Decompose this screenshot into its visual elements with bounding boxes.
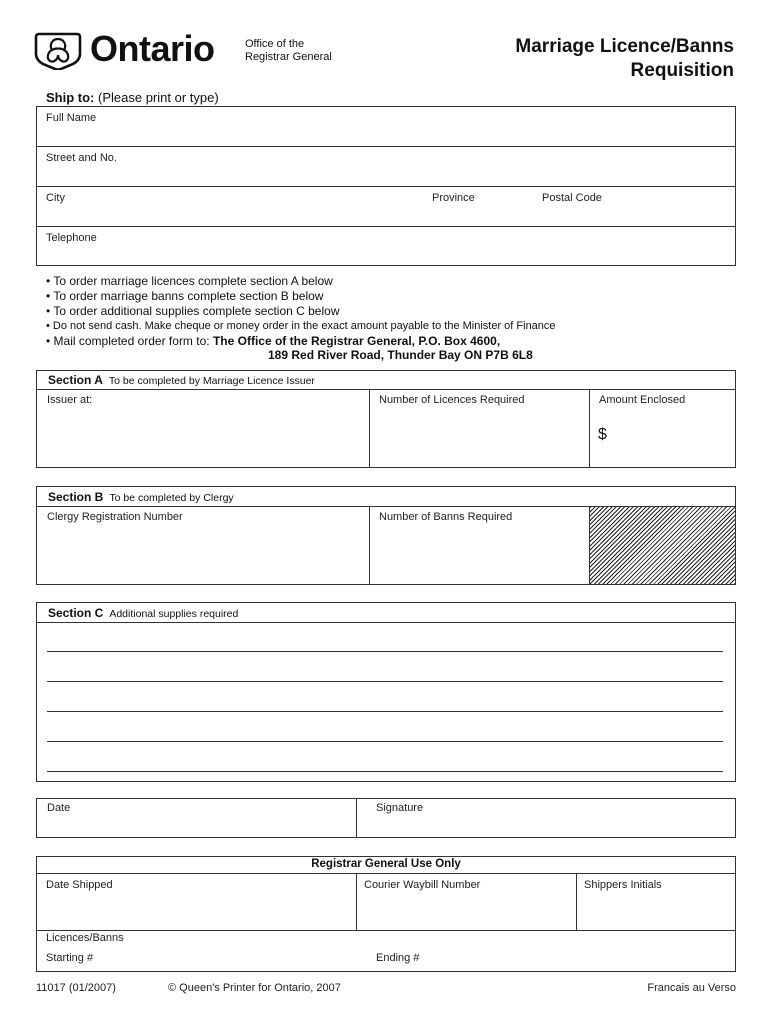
telephone-label: Telephone [46,232,97,244]
postal-code-field[interactable] [540,207,724,223]
courier-waybill-field[interactable] [362,900,574,918]
ontario-trillium-logo-icon [33,30,83,70]
signature-label: Signature [376,802,424,814]
street-field[interactable] [44,167,728,183]
issuer-field[interactable] [44,410,366,462]
licences-banns-label: Licences/Banns [46,932,124,944]
copyright: © Queen's Printer for Ontario, 2007 [168,982,341,994]
supplies-line[interactable] [47,681,723,682]
mail-address-line-1: The Office of the Registrar General, P.O. Box 4600, [212,334,501,348]
starting-number-label: Starting # [46,952,94,964]
supplies-line[interactable] [47,771,723,772]
dollar-sign: $ [598,426,607,443]
shaded-area [590,507,735,584]
signature-field[interactable] [374,816,733,834]
shippers-initials-label: Shippers Initials [584,879,662,891]
date-shipped-field[interactable] [44,900,353,918]
instruction-item: • Do not send cash. Make cheque or money order in the exact amount payable to the Minister of Finance [46,320,556,332]
province-label: Province [432,192,475,204]
ending-number-label: Ending # [376,952,420,964]
section-c-title: Section C Additional supplies required [48,606,239,620]
issuer-label: Issuer at: [47,394,93,406]
street-label: Street and No. [46,152,117,164]
supplies-line[interactable] [47,711,723,712]
amount-enclosed-label: Amount Enclosed [599,394,686,406]
instruction-item: • To order marriage licences complete section A below [46,274,333,288]
postal-code-label: Postal Code [542,192,602,204]
starting-number-field[interactable] [108,950,352,966]
office-line-2: Registrar General [245,51,332,63]
registrar-heading: Registrar General Use Only [311,858,461,870]
mail-address-line-2: 189 Red River Road, Thunder Bay ON P7B 6L8 [268,348,533,362]
section-b-subtitle: To be completed by Clergy [109,492,234,504]
city-field[interactable] [44,207,418,223]
french-version-note: Francais au Verso [647,982,736,994]
form-number: 11017 (01/2007) [36,982,116,994]
section-a-subtitle: To be completed by Marriage Licence Issuer [108,375,315,387]
banns-required-field[interactable] [377,540,586,558]
date-shipped-label: Date Shipped [46,879,113,891]
ending-number-field[interactable] [432,950,726,966]
org-name: Ontario [90,28,215,69]
form-title-line-1: Marriage Licence/Banns [515,36,734,57]
full-name-field[interactable] [44,127,728,143]
shippers-initials-field[interactable] [582,900,734,918]
form-title-line-2: Requisition [630,60,734,81]
section-c-subtitle: Additional supplies required [109,608,239,620]
ship-to-label: Ship to: [46,90,95,105]
instruction-item: • To order marriage banns complete section B below [46,289,324,303]
mail-instruction: • Mail completed order form to: The Office of the Registrar General, P.O. Box 4600, [46,334,501,348]
instruction-item: • To order additional supplies complete section C below [46,304,340,318]
supplies-line[interactable] [47,651,723,652]
date-field[interactable] [44,816,353,834]
section-b-title: Section B To be completed by Clergy [48,490,234,504]
telephone-field[interactable] [44,247,728,263]
ship-to-note: (Please print or type) [98,90,219,105]
clergy-registration-label: Clergy Registration Number [47,511,183,523]
full-name-label: Full Name [46,112,97,124]
courier-waybill-label: Courier Waybill Number [364,879,481,891]
city-label: City [46,192,65,204]
licences-required-label: Number of Licences Required [379,394,525,406]
province-field[interactable] [430,207,534,223]
date-label: Date [47,802,71,814]
ship-to-heading [46,90,219,105]
section-a-title: Section A To be completed by Marriage Licence Issuer [48,373,315,387]
section-c-box [36,602,736,782]
office-line-1: Office of the [245,38,305,50]
licences-required-field[interactable] [377,425,586,443]
clergy-registration-field[interactable] [44,540,366,558]
supplies-line[interactable] [47,741,723,742]
amount-enclosed-field[interactable] [612,428,731,446]
banns-required-label: Number of Banns Required [379,511,513,523]
